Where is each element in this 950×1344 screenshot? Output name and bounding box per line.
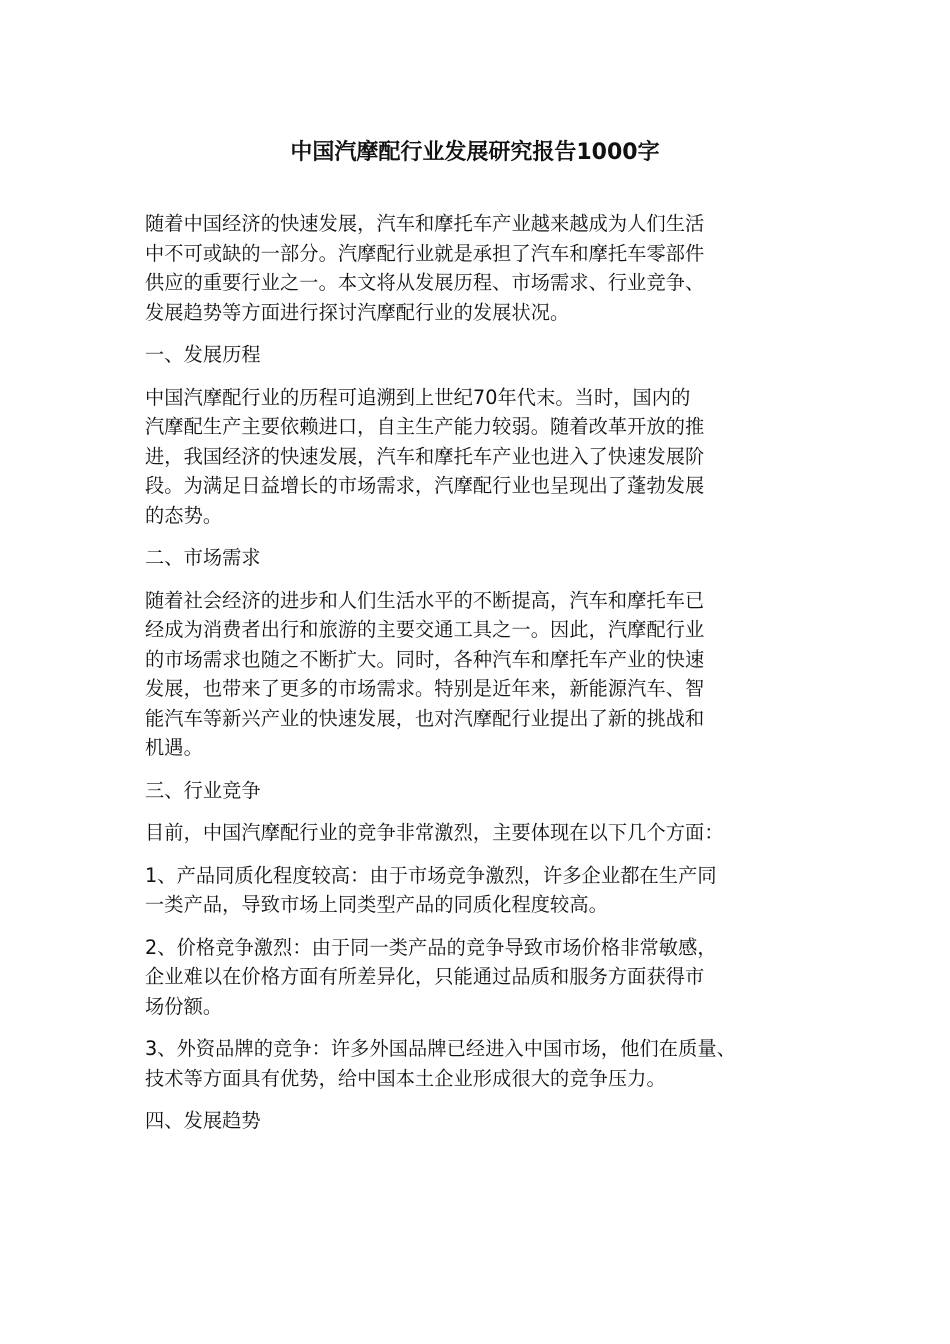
paragraph-competition-point-2 <box>145 933 825 1022</box>
document-body <box>145 209 825 1149</box>
heading-text: 二、市场需求 <box>145 546 261 569</box>
text-line: 2、价格竞争激烈：由于同一类产品的竞争导致市场价格非常敏感， <box>145 935 717 959</box>
text-line: 汽摩配生产主要依赖进口，自主生产能力较弱。随着改革开放的推 <box>145 415 705 438</box>
text-line: 段。为满足日益增长的市场需求，汽摩配行业也呈现出了蓬勃发展 <box>145 474 705 497</box>
text-line: 随着中国经济的快速发展，汽车和摩托车产业越来越成为人们生活 <box>145 212 705 235</box>
paragraph-competition-intro <box>145 818 825 848</box>
section-heading-history <box>145 340 825 370</box>
text-line: 发展，也带来了更多的市场需求。特别是近年来，新能源汽车、智 <box>145 677 705 700</box>
text-line: 中不可或缺的一部分。汽摩配行业就是承担了汽车和摩托车零部件 <box>145 241 705 265</box>
paragraph-history <box>145 383 825 531</box>
heading-text: 四、发展趋势 <box>145 1109 261 1132</box>
section-heading-trends <box>145 1106 825 1136</box>
paragraph-competition-point-1 <box>145 861 825 920</box>
paragraph-demand <box>145 586 825 763</box>
paragraph-intro <box>145 209 825 327</box>
text-line: 供应的重要行业之一。本文将从发展历程、市场需求、行业竞争、 <box>145 271 705 294</box>
text-line: 3、外资品牌的竞争：许多外国品牌已经进入中国市场，他们在质量、 <box>145 1037 736 1060</box>
text-line: 目前，中国汽摩配行业的竞争非常激烈，主要体现在以下几个方面： <box>145 821 724 844</box>
text-line: 中国汽摩配行业的历程可追溯到上世纪70年代末。当时，国内的 <box>145 385 691 409</box>
paragraph-competition-point-3 <box>145 1034 825 1093</box>
text-line: 企业难以在价格方面有所差异化，只能通过品质和服务方面获得市 <box>145 965 705 988</box>
section-heading-demand <box>145 543 825 573</box>
text-line: 经成为消费者出行和旅游的主要交通工具之一。因此，汽摩配行业 <box>145 618 705 641</box>
text-line: 的市场需求也随之不断扩大。同时，各种汽车和摩托车产业的快速 <box>145 647 705 671</box>
heading-text: 三、行业竞争 <box>145 778 261 802</box>
heading-text: 一、发展历程 <box>145 343 261 366</box>
text-line: 机遇。 <box>145 736 203 759</box>
text-line: 技术等方面具有优势，给中国本土企业形成很大的竞争压力。 <box>145 1066 666 1090</box>
text-line: 进，我国经济的快速发展，汽车和摩托车产业也进入了快速发展阶 <box>145 444 705 468</box>
text-line: 随着社会经济的进步和人们生活水平的不断提高，汽车和摩托车已 <box>145 588 705 612</box>
text-line: 一类产品，导致市场上同类型产品的同质化程度较高。 <box>145 893 608 916</box>
text-line: 的态势。 <box>145 503 223 527</box>
text-line: 能汽车等新兴产业的快速发展，也对汽摩配行业提出了新的挑战和 <box>145 706 705 730</box>
text-line: 发展趋势等方面进行探讨汽摩配行业的发展状况。 <box>145 300 570 324</box>
text-line: 场份额。 <box>145 994 223 1018</box>
text-line: 1、产品同质化程度较高：由于市场竞争激烈，许多企业都在生产同 <box>145 863 717 887</box>
section-heading-competition <box>145 776 825 806</box>
document-title: 中国汽摩配行业发展研究报告1000字 <box>290 140 660 165</box>
